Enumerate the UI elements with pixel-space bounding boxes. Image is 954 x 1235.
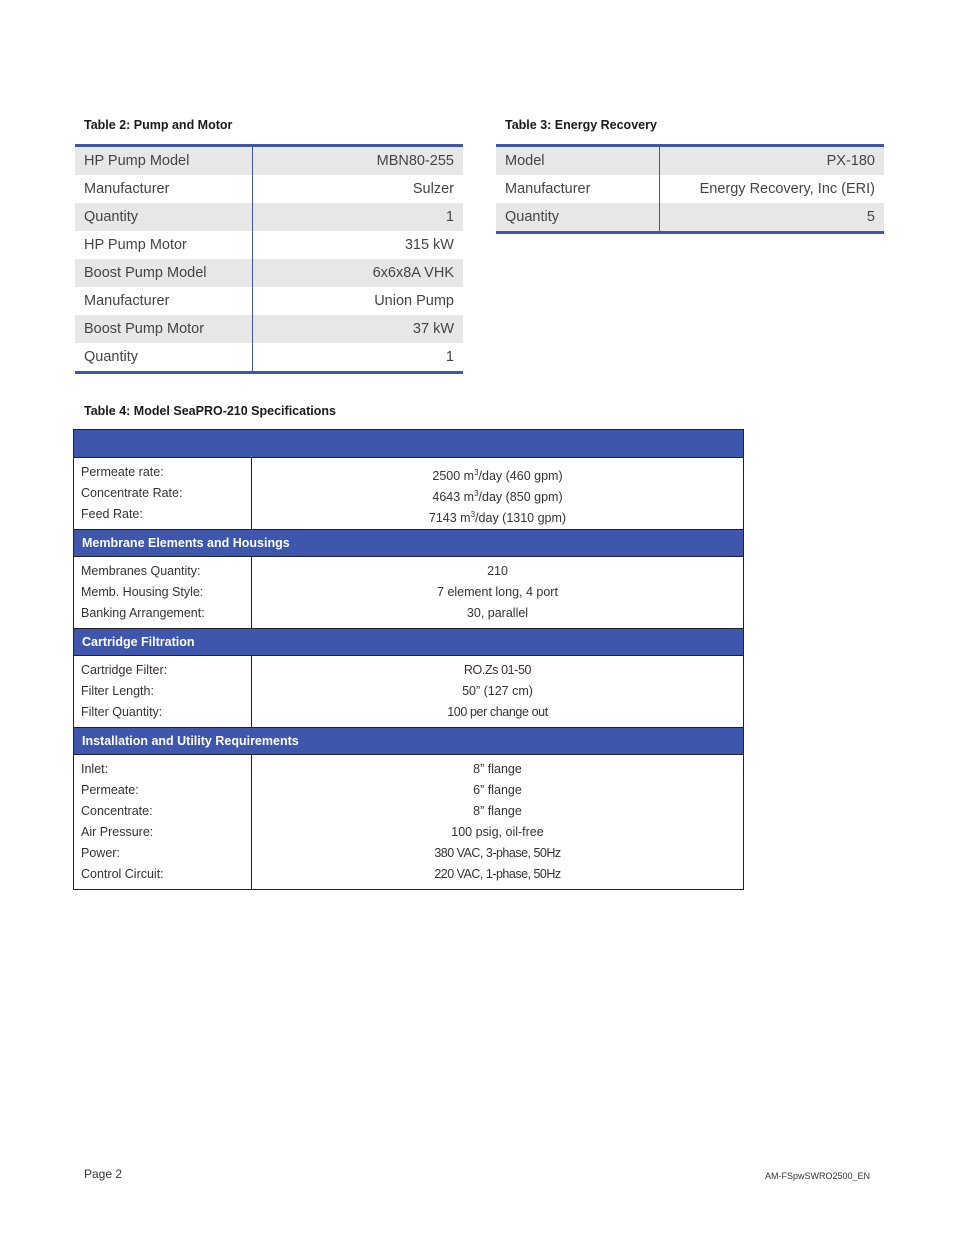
- row-label: Quantity: [75, 343, 253, 371]
- row-value: 1: [445, 209, 454, 225]
- row-value: Sulzer: [412, 181, 454, 197]
- row-value: 315 kW: [404, 237, 454, 253]
- page-number: Page 2: [84, 1167, 123, 1181]
- table2-caption: Table 2: Pump and Motor: [84, 118, 233, 132]
- row-label: Manufacturer: [75, 287, 253, 315]
- spec-label: Air Pressure:: [81, 825, 154, 839]
- spec-label: Permeate:: [81, 783, 139, 797]
- table-row: [75, 147, 463, 175]
- spec-value: 7143 $m^3$/day (1310 gpm): [428, 510, 567, 526]
- row-value: 1: [445, 349, 454, 365]
- spec-value: 100 per change out: [447, 705, 548, 719]
- table-header-band: [74, 430, 743, 458]
- row-label: Boost Pump Model: [75, 259, 253, 287]
- spec-value: 8” flange: [473, 804, 522, 818]
- row-value: 5: [866, 209, 875, 225]
- spec-label: Control Circuit:: [81, 867, 164, 881]
- pump-motor-table: [75, 144, 463, 374]
- spec-value: 380 VAC, 3-phase, 50Hz: [434, 846, 561, 860]
- table-row: [496, 175, 884, 203]
- row-value: Energy Recovery, Inc (ERI): [699, 181, 875, 197]
- table-row: [496, 203, 884, 231]
- spec-label: Filter Quantity:: [81, 705, 163, 719]
- row-label: HP Pump Motor: [75, 231, 253, 259]
- cartridge-group: [74, 656, 743, 728]
- spec-value: 8” flange: [473, 762, 522, 776]
- row-label: Boost Pump Motor: [75, 315, 253, 343]
- spec-label: Cartridge Filter:: [81, 663, 168, 677]
- spec-label: Banking Arrangement:: [81, 606, 205, 620]
- document-id: AM-FSpwSWRO2500_EN: [764, 1171, 870, 1181]
- spec-value: 2500 $m^3$/day (460 gpm): [432, 468, 563, 484]
- row-label: Model: [496, 147, 660, 175]
- table-row: [496, 147, 884, 175]
- table-row: [75, 343, 463, 371]
- table-row: [75, 315, 463, 343]
- section-header-installation: Installation and Utility Requirements: [74, 728, 743, 755]
- row-value: PX-180: [826, 153, 875, 169]
- spec-label: Inlet:: [81, 762, 109, 776]
- energy-recovery-table: [496, 144, 884, 234]
- spec-label: Filter Length:: [81, 684, 154, 698]
- spec-value: 4643 $m^3$/day (850 gpm): [432, 489, 563, 505]
- table-row: [75, 259, 463, 287]
- row-label: Manufacturer: [496, 175, 660, 203]
- row-value: 37 kW: [412, 321, 454, 337]
- row-value: MBN80-255: [376, 153, 454, 169]
- spec-label: Permeate rate:: [81, 465, 164, 479]
- spec-value: 6” flange: [473, 783, 522, 797]
- row-label: Manufacturer: [75, 175, 253, 203]
- table-row: [75, 175, 463, 203]
- spec-value: 100 psig, oil-free: [451, 825, 544, 839]
- section-header-cartridge: Cartridge Filtration: [74, 629, 743, 656]
- flow-rates-group: [74, 458, 743, 530]
- row-value: 6x6x8A VHK: [372, 265, 454, 281]
- spec-label: Membranes Quantity:: [81, 564, 201, 578]
- specifications-table: [73, 429, 744, 890]
- row-label: HP Pump Model: [75, 147, 253, 175]
- table-row: [75, 287, 463, 315]
- spec-label: Power:: [81, 846, 120, 860]
- spec-value: 50” (127 cm): [462, 684, 533, 698]
- table-row: [75, 203, 463, 231]
- spec-value: 220 VAC, 1-phase, 50Hz: [434, 867, 561, 881]
- spec-label: Concentrate Rate:: [81, 486, 183, 500]
- table3-caption: Table 3: Energy Recovery: [505, 118, 657, 132]
- table-row: [75, 231, 463, 259]
- spec-value: RO.Zs 01-50: [463, 663, 532, 677]
- spec-value: 7 element long, 4 port: [437, 585, 558, 599]
- section-header-membrane: Membrane Elements and Housings: [74, 530, 743, 557]
- installation-group: [74, 755, 743, 889]
- membrane-group: [74, 557, 743, 629]
- spec-value: 210: [487, 564, 508, 578]
- row-value: Union Pump: [374, 293, 454, 309]
- row-label: Quantity: [496, 203, 660, 231]
- spec-label: Memb. Housing Style:: [81, 585, 204, 599]
- table4-caption: Table 4: Model SeaPRO-210 Specifications: [84, 404, 336, 418]
- spec-label: Feed Rate:: [81, 507, 143, 521]
- row-label: Quantity: [75, 203, 253, 231]
- spec-label: Concentrate:: [81, 804, 153, 818]
- spec-value: 30, parallel: [466, 606, 529, 620]
